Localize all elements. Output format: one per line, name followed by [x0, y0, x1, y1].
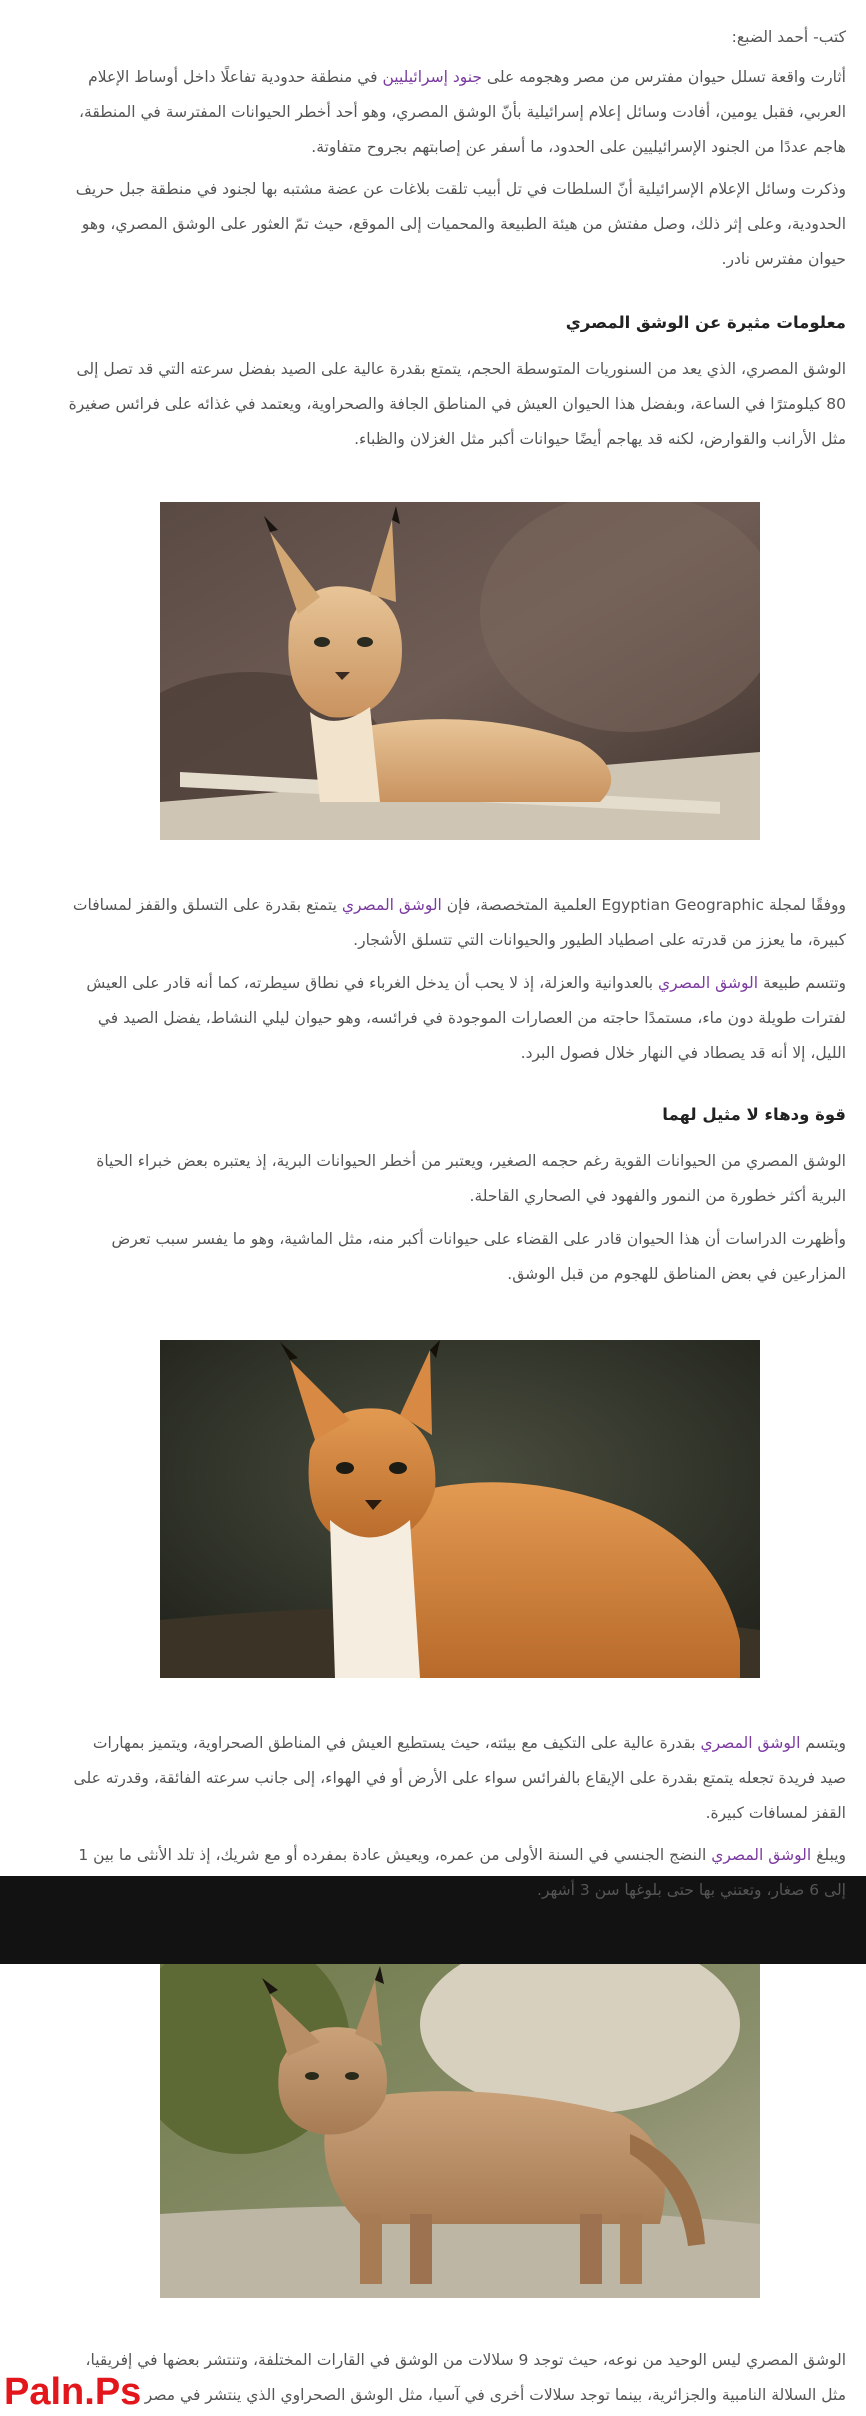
paragraph-maturity — [66, 1838, 846, 1908]
paragraph-text: أثارت واقعة تسلل حيوان مفترس من مصر وهجومه على — [482, 68, 846, 86]
section-heading-strength: قوة ودهاء لا مثيل لهما — [662, 1105, 846, 1124]
paragraph-text: يتمتع بقدرة على التسلق والقفز لمسافات كبيرة، ما يعزز من قدرته على اصطياد الطيور والحيوانات التي تتسلق الأشجار. — [72, 896, 846, 949]
paragraph-subspecies: الوشق المصري ليس الوحيد من نوعه، حيث توجد 9 سلالات من الوشق في القارات المختلفة، وتنتشر بعضها في إفريقيا، مثل السلالة النامبية والجزائرية، بينما توجد سلالات أخرى في آسيا، مثل الوشق الصحراوي الذي ينتشر في مصر — [85, 2351, 846, 2404]
caracal-photo-1 — [160, 502, 760, 840]
watermark-tld: Ps — [94, 2371, 142, 2413]
link-egyptian-caracal[interactable]: الوشق المصري — [711, 1846, 812, 1864]
byline: كتب- أحمد الضبع: — [731, 28, 846, 46]
paragraph-text: النضج الجنسي في السنة الأولى من عمره، ويعيش عادة بمفرده أو مع شريك، إذ تلد الأنثى ما بين 1 إلى 6 صغار، وتعتني بها حتى بلوغها سن 3 أشهر. — [78, 1846, 846, 1899]
watermark-dot: . — [84, 2371, 95, 2413]
watermark-text: Paln — [4, 2371, 85, 2413]
link-egyptian-caracal[interactable]: الوشق المصري — [700, 1734, 801, 1752]
paragraph-geographic — [66, 888, 846, 958]
paragraph-text: ويبلغ — [811, 1846, 846, 1864]
paragraph-text: في منطقة حدودية تفاعلًا داخل أوساط الإعلام العربي، فقبل يومين، أفادت وسائل إعلام إسرائيلية بأنّ الوشق المصري، وهو أحد أخطر الحيوانات المفترسة في المنطقة، هاجم عددًا من الجنود الإسرائيليين على الحدود، ما أسفر عن إصابتهم بجروح متفاوتة. — [79, 68, 846, 156]
paragraph-text: وتتسم طبيعة — [758, 974, 846, 992]
link-egyptian-caracal[interactable]: الوشق المصري — [341, 896, 442, 914]
paragraph-reports: وذكرت وسائل الإعلام الإسرائيلية أنّ السلطات في تل أبيب تلقت بلاغات عن عضة مشتبه بها لجنود في منطقة جبل حريف الحدودية، وعلى إثر ذلك، وصل مفتش من هيئة الطبيعة والمحميات إلى الموقع، حيث تمّ العثور على الوشق المصري، وهو حيوان مفترس نادر. — [75, 180, 846, 268]
link-egyptian-caracal[interactable]: الوشق المصري — [658, 974, 759, 992]
caracal-photo-2 — [160, 1340, 760, 1678]
paragraph-text: ووفقًا لمجلة Egyptian Geographic العلمية المتخصصة، فإن — [441, 896, 846, 914]
paragraph-nature — [66, 966, 846, 1071]
paragraph-text: بقدرة عالية على التكيف مع بيئته، حيث يستطيع العيش في المناطق الصحراوية، ويتميز بمهارات صيد فريدة تجعله يتمتع بقدرة على الإيقاع بالفرائس سواء على الأرض أو في الهواء، إلى جانب سرعته الفائقة، وقدرته على القفز لمسافات كبيرة. — [73, 1734, 846, 1822]
paragraph-facts: الوشق المصري، الذي يعد من السنوريات المتوسطة الحجم، يتمتع بقدرة عالية على الصيد بفضل سرعته التي قد تصل إلى 80 كيلومترًا في الساعة، وبفضل هذا الحيوان العيش في المناطق الجافة والصحراوية، ويعتمد في غذائه على فرائس صغيرة مثل الأرانب والقوارض، لكنه قد يهاجم أيضًا حيوانات أكبر مثل الغزلان والظباء. — [68, 360, 846, 448]
caracal-photo-3 — [160, 1964, 760, 2298]
paragraph-intro — [66, 60, 846, 165]
paragraph-text: ويتسم — [800, 1734, 846, 1752]
paragraph-studies: وأظهرت الدراسات أن هذا الحيوان قادر على القضاء على حيوانات أكبر منه، مثل الماشية، وهو ما يفسر سبب تعرض المزارعين في بعض المناطق للهجوم من قبل الوشق. — [111, 1230, 846, 1283]
paragraph-strength: الوشق المصري من الحيوانات القوية رغم حجمه الصغير، ويعتبر من أخطر الحيوانات البرية، إذ يعتبره بعض خبراء الحياة البرية أكثر خطورة من النمور والفهود في الصحاري القاحلة. — [96, 1152, 846, 1205]
paragraph-text: بالعدوانية والعزلة، إذ لا يحب أن يدخل الغرباء في نطاق سيطرته، كما أنه قادر على العيش لفترات طويلة دون ماء، مستمدًا حاجته من العصارات الموجودة في فرائسه، وهو حيوان ليلي النشاط، يفضل الصيد في الليل، إلا أنه قد يصطاد في النهار خلال فصول البرد. — [86, 974, 846, 1062]
paragraph-adaptation — [66, 1726, 846, 1831]
link-israeli-soldiers[interactable]: جنود إسرائيليين — [382, 68, 482, 86]
site-watermark-logo — [4, 2368, 141, 2416]
section-heading-facts: معلومات مثيرة عن الوشق المصري — [565, 313, 846, 332]
